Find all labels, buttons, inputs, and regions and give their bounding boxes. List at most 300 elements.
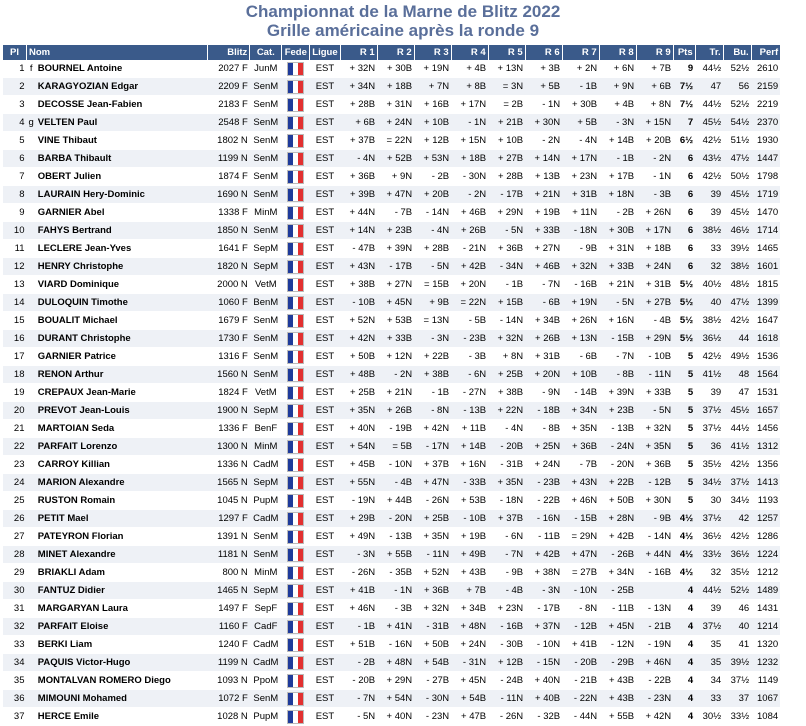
round-result-cell: + 25B [340, 384, 377, 402]
table-row [3, 600, 781, 618]
tiebreak-tr-cell: 37½ [695, 402, 723, 420]
league-cell: EST [310, 348, 340, 366]
points-cell: 6 [673, 150, 695, 168]
table-row [3, 474, 781, 492]
round-result-cell: - 30N [451, 168, 488, 186]
player-name-cell: BERKI Liam [36, 636, 208, 654]
tiebreak-tr-cell: 47 [695, 78, 723, 96]
round-result-cell: - 9N [525, 384, 562, 402]
round-result-cell: + 48N [377, 654, 414, 672]
table-row [3, 330, 781, 348]
round-result-cell: - 27B [414, 672, 451, 690]
france-flag-icon [287, 350, 304, 364]
column-header: Cat. [250, 45, 282, 60]
tiebreak-tr-cell: 43½ [695, 150, 723, 168]
column-header: R 5 [488, 45, 525, 60]
round-result-cell: + 16B [414, 96, 451, 114]
tiebreak-bu-cell: 42½ [723, 456, 751, 474]
round-result-cell: + 35N [562, 420, 599, 438]
round-result-cell: + 41B [340, 582, 377, 600]
round-result-cell: - 1N [636, 168, 673, 186]
league-cell: EST [310, 456, 340, 474]
league-cell: EST [310, 114, 340, 132]
performance-cell: 1320 [751, 636, 780, 654]
rank-cell: 34 [3, 654, 27, 672]
flag-cell [282, 654, 310, 672]
points-cell: 4 [673, 636, 695, 654]
rating-cell: 1338 F [208, 204, 250, 222]
round-result-cell: - 14N [636, 528, 673, 546]
round-result-cell: + 17N [636, 222, 673, 240]
round-result-cell: - 35B [377, 564, 414, 582]
category-cell: SepM [250, 474, 282, 492]
points-cell: 6 [673, 204, 695, 222]
league-cell: EST [310, 654, 340, 672]
round-result-cell: = 13N [414, 312, 451, 330]
round-result-cell: - 2B [340, 654, 377, 672]
sex-marker-cell [27, 96, 36, 114]
round-result-cell: - 6B [525, 294, 562, 312]
tiebreak-bu-cell: 45½ [723, 402, 751, 420]
round-result-cell: - 13B [599, 420, 636, 438]
rank-cell: 24 [3, 474, 27, 492]
round-result-cell: + 20B [414, 186, 451, 204]
round-result-cell: + 42B [599, 528, 636, 546]
tiebreak-bu-cell: 46½ [723, 222, 751, 240]
sex-marker-cell [27, 474, 36, 492]
page-title: Championnat de la Marne de Blitz 2022 [245, 2, 561, 21]
rating-cell: 1316 F [208, 348, 250, 366]
league-cell: EST [310, 294, 340, 312]
round-result-cell: - 4N [414, 222, 451, 240]
rating-cell: 1045 N [208, 492, 250, 510]
france-flag-icon [287, 98, 304, 112]
round-result-cell: + 26B [525, 330, 562, 348]
category-cell: SenM [250, 366, 282, 384]
rank-cell: 9 [3, 204, 27, 222]
round-result-cell: + 36B [488, 240, 525, 258]
category-cell: VetM [250, 384, 282, 402]
sex-marker-cell [27, 276, 36, 294]
table-row [3, 618, 781, 636]
league-cell: EST [310, 96, 340, 114]
table-row [3, 384, 781, 402]
round-result-cell: + 41N [377, 618, 414, 636]
tiebreak-bu-cell: 48 [723, 366, 751, 384]
table-row [3, 114, 781, 132]
performance-cell: 1564 [751, 366, 780, 384]
points-cell: 6 [673, 258, 695, 276]
points-cell: 5½ [673, 294, 695, 312]
rating-cell: 1072 F [208, 690, 250, 708]
player-name-cell: PATEYRON Florian [36, 528, 208, 546]
round-result-cell: + 18B [377, 78, 414, 96]
round-result-cell: + 25N [525, 438, 562, 456]
column-header: Ligue [310, 45, 340, 60]
player-name-cell: CARROY Killian [36, 456, 208, 474]
table-row [3, 708, 781, 726]
round-result-cell: + 38B [414, 366, 451, 384]
player-name-cell: VELTEN Paul [36, 114, 208, 132]
round-result-cell: + 19B [451, 528, 488, 546]
flag-cell [282, 132, 310, 150]
rank-cell: 35 [3, 672, 27, 690]
round-result-cell: - 4N [340, 150, 377, 168]
round-result-cell: + 28B [414, 240, 451, 258]
league-cell: EST [310, 492, 340, 510]
rating-cell: 1824 F [208, 384, 250, 402]
category-cell: SepM [250, 582, 282, 600]
round-result-cell: + 11B [451, 420, 488, 438]
round-result-cell: - 1N [525, 96, 562, 114]
round-result-cell: + 32N [340, 60, 377, 78]
round-result-cell: + 53B [451, 492, 488, 510]
round-result-cell: + 8B [451, 78, 488, 96]
round-result-cell: + 43B [451, 564, 488, 582]
category-cell: SenM [250, 222, 282, 240]
category-cell: PpoM [250, 672, 282, 690]
round-result-cell: - 1B [562, 78, 599, 96]
round-result-cell: - 23N [636, 690, 673, 708]
league-cell: EST [310, 528, 340, 546]
rank-cell: 18 [3, 366, 27, 384]
player-name-cell: MARTOIAN Seda [36, 420, 208, 438]
round-result-cell: + 40N [525, 672, 562, 690]
flag-cell [282, 294, 310, 312]
player-name-cell: DULOQUIN Timothe [36, 294, 208, 312]
rating-cell: 1181 N [208, 546, 250, 564]
category-cell: SenM [250, 78, 282, 96]
table-body [3, 60, 781, 726]
performance-cell: 2219 [751, 96, 780, 114]
round-result-cell: - 1N [377, 582, 414, 600]
round-result-cell: - 11B [599, 600, 636, 618]
table-row [3, 132, 781, 150]
points-cell: 5 [673, 492, 695, 510]
tiebreak-tr-cell: 30½ [695, 708, 723, 726]
round-result-cell: + 31B [562, 186, 599, 204]
performance-cell: 1536 [751, 348, 780, 366]
table-row [3, 186, 781, 204]
round-result-cell: - 31N [451, 654, 488, 672]
round-result-cell: - 10N [377, 456, 414, 474]
round-result-cell: + 13N [562, 330, 599, 348]
flag-cell [282, 564, 310, 582]
france-flag-icon [287, 206, 304, 220]
round-result-cell: + 37B [414, 456, 451, 474]
league-cell: EST [310, 222, 340, 240]
flag-cell [282, 546, 310, 564]
flag-cell [282, 186, 310, 204]
table-row [3, 348, 781, 366]
round-result-cell: - 22B [636, 672, 673, 690]
tiebreak-tr-cell: 40½ [695, 276, 723, 294]
round-result-cell: + 33B [636, 384, 673, 402]
round-result-cell: + 40N [377, 708, 414, 726]
tiebreak-tr-cell: 42½ [695, 348, 723, 366]
tiebreak-tr-cell: 32 [695, 258, 723, 276]
round-result-cell: + 47N [414, 474, 451, 492]
player-name-cell: BOUALIT Michael [36, 312, 208, 330]
table-row [3, 636, 781, 654]
france-flag-icon [287, 458, 304, 472]
tiebreak-bu-cell: 49½ [723, 348, 751, 366]
category-cell: CadF [250, 618, 282, 636]
table-row [3, 564, 781, 582]
column-header: Blitz [208, 45, 250, 60]
round-result-cell: + 29N [377, 672, 414, 690]
round-result-cell: + 43N [340, 258, 377, 276]
round-result-cell: + 11N [562, 204, 599, 222]
round-result-cell: - 10B [340, 294, 377, 312]
player-name-cell: LECLERE Jean-Yves [36, 240, 208, 258]
player-name-cell: MARION Alexandre [36, 474, 208, 492]
points-cell: 5 [673, 366, 695, 384]
round-result-cell: - 5N [488, 222, 525, 240]
round-result-cell: + 19B [525, 204, 562, 222]
round-result-cell: + 19N [562, 294, 599, 312]
round-result-cell: + 10B [488, 132, 525, 150]
rating-cell: 1874 F [208, 168, 250, 186]
flag-cell [282, 420, 310, 438]
player-name-cell: HENRY Christophe [36, 258, 208, 276]
round-result-cell: - 10N [525, 636, 562, 654]
round-result-cell: + 12B [488, 654, 525, 672]
tiebreak-tr-cell: 45½ [695, 114, 723, 132]
flag-cell [282, 474, 310, 492]
rank-cell: 26 [3, 510, 27, 528]
round-result-cell: + 25B [414, 510, 451, 528]
round-result-cell: + 35N [636, 438, 673, 456]
round-result-cell: - 7N [488, 546, 525, 564]
sex-marker-cell [27, 258, 36, 276]
flag-cell [282, 114, 310, 132]
round-result-cell: + 3B [525, 60, 562, 78]
round-result-cell: + 6B [636, 78, 673, 96]
round-result-cell: - 2N [525, 132, 562, 150]
round-result-cell: + 30N [525, 114, 562, 132]
round-result-cell: - 5N [340, 708, 377, 726]
round-result-cell: + 45B [340, 456, 377, 474]
round-result-cell: + 51B [340, 636, 377, 654]
flag-cell [282, 582, 310, 600]
tiebreak-bu-cell: 39½ [723, 240, 751, 258]
round-result-cell: + 37N [525, 618, 562, 636]
round-result-cell: - 12B [562, 618, 599, 636]
tiebreak-bu-cell: 33½ [723, 708, 751, 726]
rating-cell: 1160 F [208, 618, 250, 636]
sex-marker-cell [27, 294, 36, 312]
round-result-cell: - 19B [377, 420, 414, 438]
round-result-cell: + 22B [414, 348, 451, 366]
round-result-cell: + 45N [377, 294, 414, 312]
rank-cell: 6 [3, 150, 27, 168]
round-result-cell: + 21N [377, 384, 414, 402]
round-result-cell: + 42N [636, 708, 673, 726]
flag-cell [282, 312, 310, 330]
round-result-cell: + 47N [377, 186, 414, 204]
round-result-cell: + 44N [636, 546, 673, 564]
rank-cell: 10 [3, 222, 27, 240]
round-result-cell: + 46B [525, 258, 562, 276]
round-result-cell: - 6N [451, 366, 488, 384]
column-header: Fede [282, 45, 310, 60]
round-result-cell: + 26B [451, 222, 488, 240]
sex-marker-cell [27, 150, 36, 168]
france-flag-icon [287, 332, 304, 346]
round-result-cell: + 34B [451, 600, 488, 618]
player-name-cell: PARFAIT Lorenzo [36, 438, 208, 456]
round-result-cell: - 4B [636, 312, 673, 330]
league-cell: EST [310, 240, 340, 258]
round-result-cell: + 35N [340, 402, 377, 420]
round-result-cell: + 27N [525, 240, 562, 258]
sex-marker-cell [27, 222, 36, 240]
sex-marker-cell [27, 690, 36, 708]
round-result-cell: + 52N [414, 564, 451, 582]
tiebreak-bu-cell: 39½ [723, 654, 751, 672]
rank-cell: 3 [3, 96, 27, 114]
flag-cell [282, 618, 310, 636]
france-flag-icon [287, 692, 304, 706]
sex-marker-cell [27, 186, 36, 204]
league-cell: EST [310, 582, 340, 600]
round-result-cell: + 50B [414, 636, 451, 654]
round-result-cell: + 41B [562, 636, 599, 654]
performance-cell: 1601 [751, 258, 780, 276]
points-cell: 5 [673, 420, 695, 438]
table-row [3, 366, 781, 384]
round-result-cell: + 38N [525, 564, 562, 582]
performance-cell: 2610 [751, 60, 780, 78]
round-result-cell: - 32B [525, 708, 562, 726]
points-cell: 5½ [673, 330, 695, 348]
rank-cell: 23 [3, 456, 27, 474]
round-result-cell: - 47B [340, 240, 377, 258]
round-result-cell: + 29N [636, 330, 673, 348]
flag-cell [282, 276, 310, 294]
round-result-cell: - 24N [599, 438, 636, 456]
table-row [3, 654, 781, 672]
points-cell: 6 [673, 186, 695, 204]
player-name-cell: MONTALVAN ROMERO Diego [36, 672, 208, 690]
flag-cell [282, 708, 310, 726]
round-result-cell: - 29B [599, 654, 636, 672]
standings-table [2, 45, 780, 726]
points-cell: 5½ [673, 276, 695, 294]
rank-cell: 21 [3, 420, 27, 438]
flag-cell [282, 96, 310, 114]
round-result-cell: + 36B [636, 456, 673, 474]
round-result-cell: + 29B [340, 510, 377, 528]
round-result-cell: - 13B [377, 528, 414, 546]
column-header: R 8 [599, 45, 636, 60]
tiebreak-tr-cell: 39 [695, 186, 723, 204]
points-cell: 4 [673, 654, 695, 672]
round-result-cell: - 3B [636, 186, 673, 204]
rating-cell: 1391 N [208, 528, 250, 546]
round-result-cell: - 14N [414, 204, 451, 222]
france-flag-icon [287, 296, 304, 310]
round-result-cell: + 33B [599, 258, 636, 276]
france-flag-icon [287, 422, 304, 436]
flag-cell [282, 528, 310, 546]
tiebreak-bu-cell: 34½ [723, 492, 751, 510]
round-result-cell: - 3N [340, 546, 377, 564]
column-header: R 6 [525, 45, 562, 60]
rating-cell: 1060 F [208, 294, 250, 312]
tiebreak-tr-cell: 40 [695, 294, 723, 312]
points-cell: 4½ [673, 564, 695, 582]
flag-cell [282, 672, 310, 690]
league-cell: EST [310, 600, 340, 618]
round-result-cell: - 3N [599, 114, 636, 132]
round-result-cell: + 39N [599, 384, 636, 402]
round-result-cell: + 55B [377, 546, 414, 564]
points-cell: 4 [673, 618, 695, 636]
tiebreak-tr-cell: 38½ [695, 312, 723, 330]
sex-marker-cell [27, 492, 36, 510]
player-name-cell: HERCE Emile [36, 708, 208, 726]
league-cell: EST [310, 402, 340, 420]
round-result-cell: - 7N [340, 690, 377, 708]
round-result-cell: + 44B [377, 492, 414, 510]
round-result-cell: + 31B [636, 276, 673, 294]
round-result-cell: + 54N [377, 690, 414, 708]
category-cell: PupM [250, 492, 282, 510]
column-header: R 9 [636, 45, 673, 60]
round-result-cell: - 44N [562, 708, 599, 726]
round-result-cell: + 13N [488, 60, 525, 78]
player-name-cell: LAURAIN Hery-Dominic [36, 186, 208, 204]
round-result-cell: + 16N [451, 456, 488, 474]
round-result-cell: + 15N [636, 114, 673, 132]
round-result-cell: + 36B [340, 168, 377, 186]
round-result-cell: + 31N [377, 96, 414, 114]
league-cell: EST [310, 276, 340, 294]
sex-marker-cell [27, 132, 36, 150]
performance-cell: 1618 [751, 330, 780, 348]
round-result-cell: + 46N [562, 492, 599, 510]
round-result-cell: - 8N [562, 600, 599, 618]
round-result-cell: + 36B [414, 582, 451, 600]
rank-cell: 22 [3, 438, 27, 456]
player-name-cell: GARNIER Patrice [36, 348, 208, 366]
sex-marker-cell: g [27, 114, 36, 132]
league-cell: EST [310, 78, 340, 96]
league-cell: EST [310, 618, 340, 636]
round-result-cell: + 38B [488, 384, 525, 402]
round-result-cell: - 22N [562, 690, 599, 708]
round-result-cell: + 49B [451, 546, 488, 564]
rank-cell: 17 [3, 348, 27, 366]
rank-cell: 5 [3, 132, 27, 150]
performance-cell: 1431 [751, 600, 780, 618]
round-result-cell: - 27N [451, 384, 488, 402]
tiebreak-tr-cell: 33½ [695, 546, 723, 564]
tiebreak-bu-cell: 38½ [723, 258, 751, 276]
player-name-cell: RUSTON Romain [36, 492, 208, 510]
flag-cell [282, 240, 310, 258]
sex-marker-cell [27, 78, 36, 96]
tiebreak-tr-cell: 42½ [695, 168, 723, 186]
round-result-cell: + 42N [340, 330, 377, 348]
round-result-cell: + 26B [377, 402, 414, 420]
round-result-cell: + 4B [599, 96, 636, 114]
category-cell: CadM [250, 456, 282, 474]
round-result-cell: + 34N [340, 78, 377, 96]
standings-table-wrapper [2, 45, 780, 726]
